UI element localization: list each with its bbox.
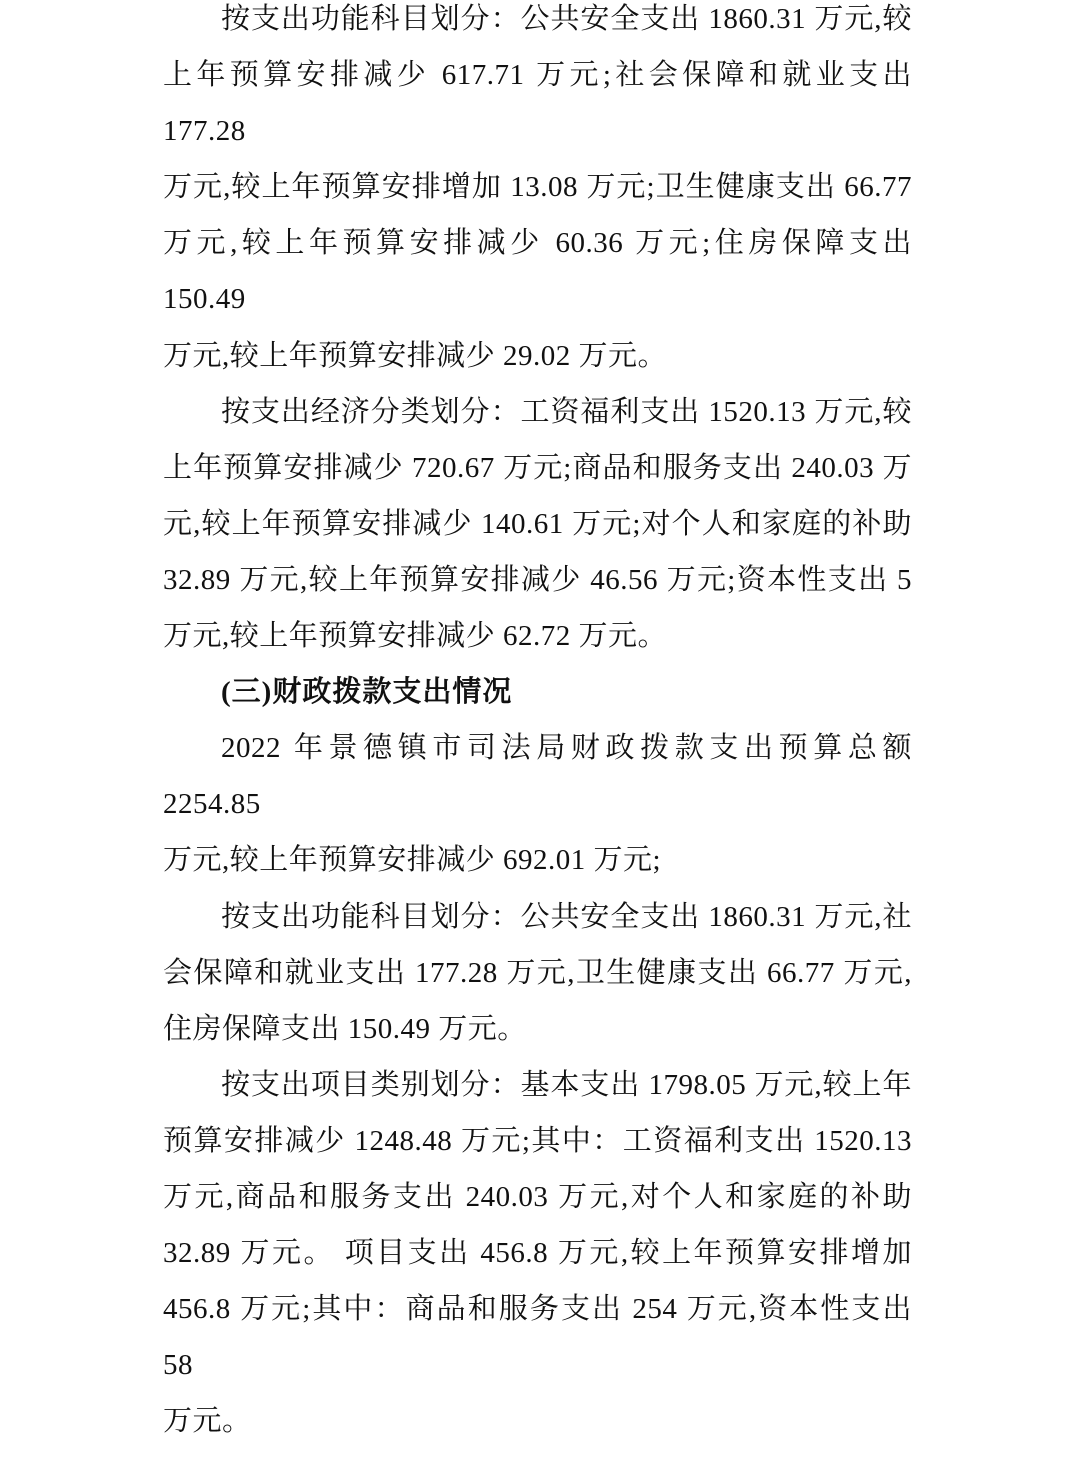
text-line: 按支出经济分类划分：工资福利支出 1520.13 万元,较	[221, 395, 912, 428]
document-body	[163, 0, 912, 1449]
text-line: 万元,商品和服务支出 240.03 万元,对个人和家庭的补助	[163, 1180, 912, 1213]
text-line: 上年预算安排减少 720.67 万元;商品和服务支出 240.03 万	[163, 451, 912, 484]
text-line: 住房保障支出 150.49 万元。	[163, 1012, 527, 1045]
paragraph	[163, 1057, 912, 1450]
text-line: 万元,较上年预算安排减少 29.02 万元。	[163, 339, 668, 372]
section-heading	[163, 664, 912, 720]
text-line: 456.8 万元;其中：商品和服务支出 254 万元,资本性支出 58	[163, 1293, 912, 1382]
text-line: 万元,较上年预算安排减少 60.36 万元;住房保障支出 150.49	[163, 227, 912, 316]
text-line: 32.89 万元。 项目支出 456.8 万元,较上年预算安排增加	[163, 1237, 912, 1270]
paragraph	[163, 889, 912, 1057]
text-line: 万元,较上年预算安排增加 13.08 万元;卫生健康支出 66.77	[163, 171, 912, 204]
paragraph	[163, 720, 912, 888]
text-line: 按支出项目类别划分：基本支出 1798.05 万元,较上年	[221, 1068, 912, 1101]
text-line: 2022 年景德镇市司法局财政拨款支出预算总额 2254.85	[163, 732, 912, 821]
text-line: 万元,较上年预算安排减少 62.72 万元。	[163, 620, 668, 653]
text-line: 32.89 万元,较上年预算安排减少 46.56 万元;资本性支出 5	[163, 563, 912, 596]
paragraph	[163, 0, 912, 384]
heading-text-line: (三)财政拨款支出情况	[221, 676, 513, 709]
text-line: 万元,较上年预算安排减少 692.01 万元;	[163, 844, 662, 877]
text-line: 会保障和就业支出 177.28 万元,卫生健康支出 66.77 万元,	[163, 956, 912, 989]
text-line: 按支出功能科目划分：公共安全支出 1860.31 万元,社	[221, 900, 912, 933]
text-line: 预算安排减少 1248.48 万元;其中：工资福利支出 1520.13	[163, 1124, 912, 1157]
text-line: 万元。	[163, 1405, 252, 1438]
text-line: 元,较上年预算安排减少 140.61 万元;对个人和家庭的补助	[163, 507, 912, 540]
text-line: 按支出功能科目划分：公共安全支出 1860.31 万元,较	[221, 3, 912, 35]
paragraph	[163, 384, 912, 664]
text-line: 上年预算安排减少 617.71 万元;社会保障和就业支出 177.28	[163, 59, 912, 148]
